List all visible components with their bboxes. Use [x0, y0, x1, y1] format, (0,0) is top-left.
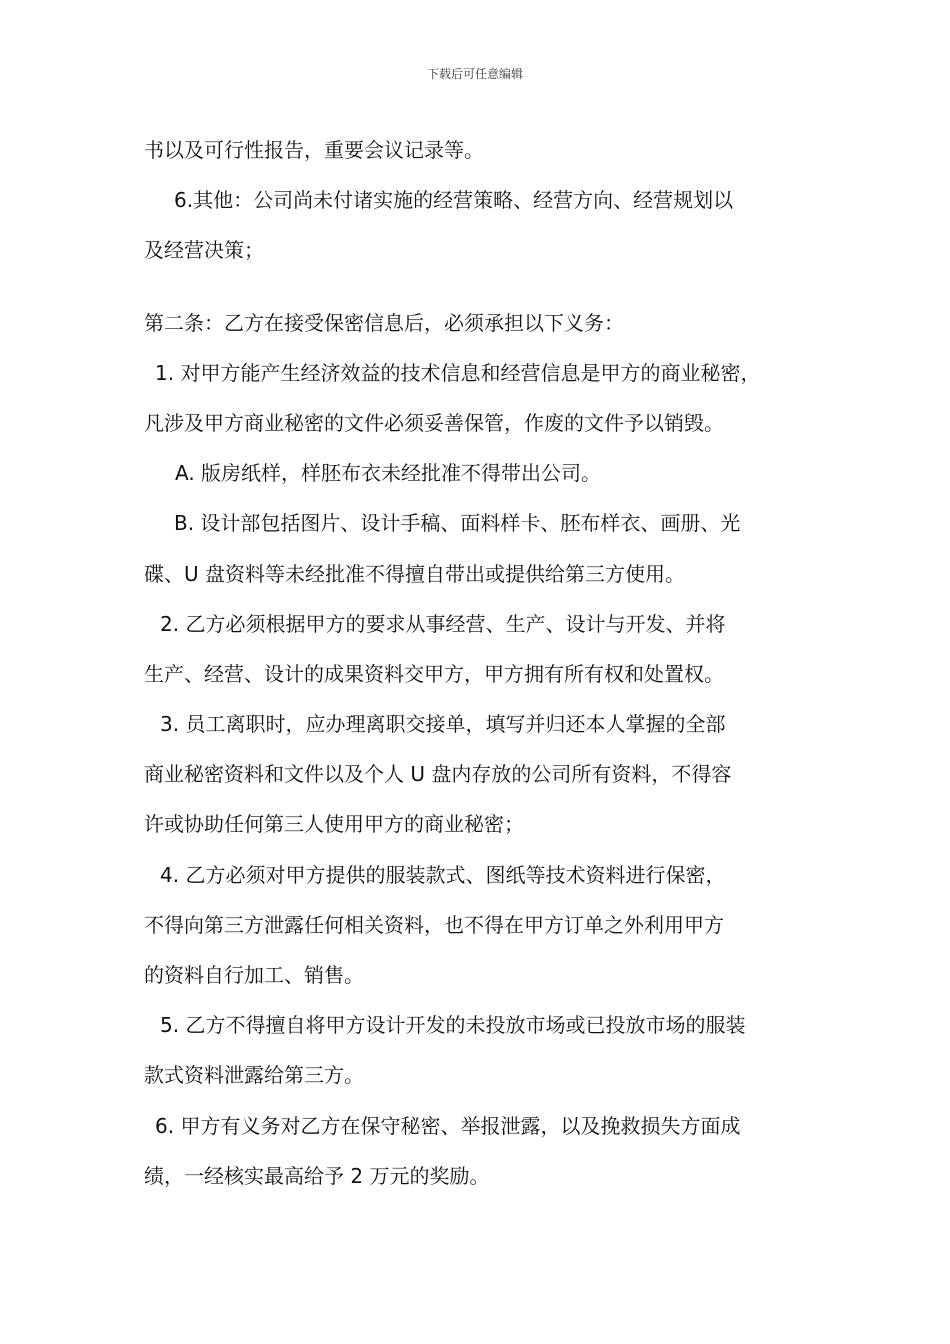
text-line: 1. 对甲方能产生经济效益的技术信息和经营信息是甲方的商业秘密，	[155, 360, 761, 385]
paragraph-gap	[144, 283, 834, 305]
text-line: 4. 乙方必须对甲方提供的服装款式、图纸等技术资料进行保密，	[160, 862, 726, 887]
text-line: 及经营决策；	[144, 238, 264, 263]
text-line: 款式资料泄露给第三方。	[144, 1063, 364, 1088]
text-line: 6.其他：公司尚未付诸实施的经营策略、经营方向、经营规划以	[174, 188, 734, 213]
text-line: 绩，一经核实最高给予 2 万元的奖励。	[144, 1163, 490, 1188]
text-line: 凡涉及甲方商业秘密的文件必须妥善保管，作废的文件予以销毁。	[144, 410, 724, 435]
document-body	[144, 132, 834, 1208]
text-line: 生产、经营、设计的成果资料交甲方，甲方拥有所有权和处置权。	[144, 661, 724, 686]
text-line: 6. 甲方有义务对乙方在保守秘密、举报泄露，以及挽救损失方面成	[155, 1113, 741, 1138]
text-line: 书以及可行性报告，重要会议记录等。	[144, 138, 484, 162]
text-line: 的资料自行加工、销售。	[144, 963, 364, 987]
text-line: A. 版房纸样，样胚布衣未经批准不得带出公司。	[175, 461, 602, 486]
text-line: 碟、U 盘资料等未经批准不得擅自带出或提供给第三方使用。	[144, 561, 685, 586]
text-line: 许或协助任何第三人使用甲方的商业秘密；	[144, 812, 524, 837]
text-line: 商业秘密资料和文件以及个人 U 盘内存放的公司所有资料，不得容	[144, 762, 732, 787]
article-heading: 第二条：乙方在接受保密信息后，必须承担以下义务：	[144, 310, 624, 335]
text-line: 不得向第三方泄露任何相关资料，也不得在甲方订单之外利用甲方	[144, 912, 724, 937]
text-line: 3. 员工离职时，应办理离职交接单，填写并归还本人掌握的全部	[160, 712, 726, 737]
text-line: B. 设计部包括图片、设计手稿、面料样卡、胚布样衣、画册、光	[174, 511, 741, 536]
text-line: 5. 乙方不得擅自将甲方设计开发的未投放市场或已投放市场的服装	[160, 1013, 746, 1038]
text-line: 2. 乙方必须根据甲方的要求从事经营、生产、设计与开发、并将	[160, 611, 726, 636]
page-header: 下载后可任意编辑	[426, 67, 523, 81]
